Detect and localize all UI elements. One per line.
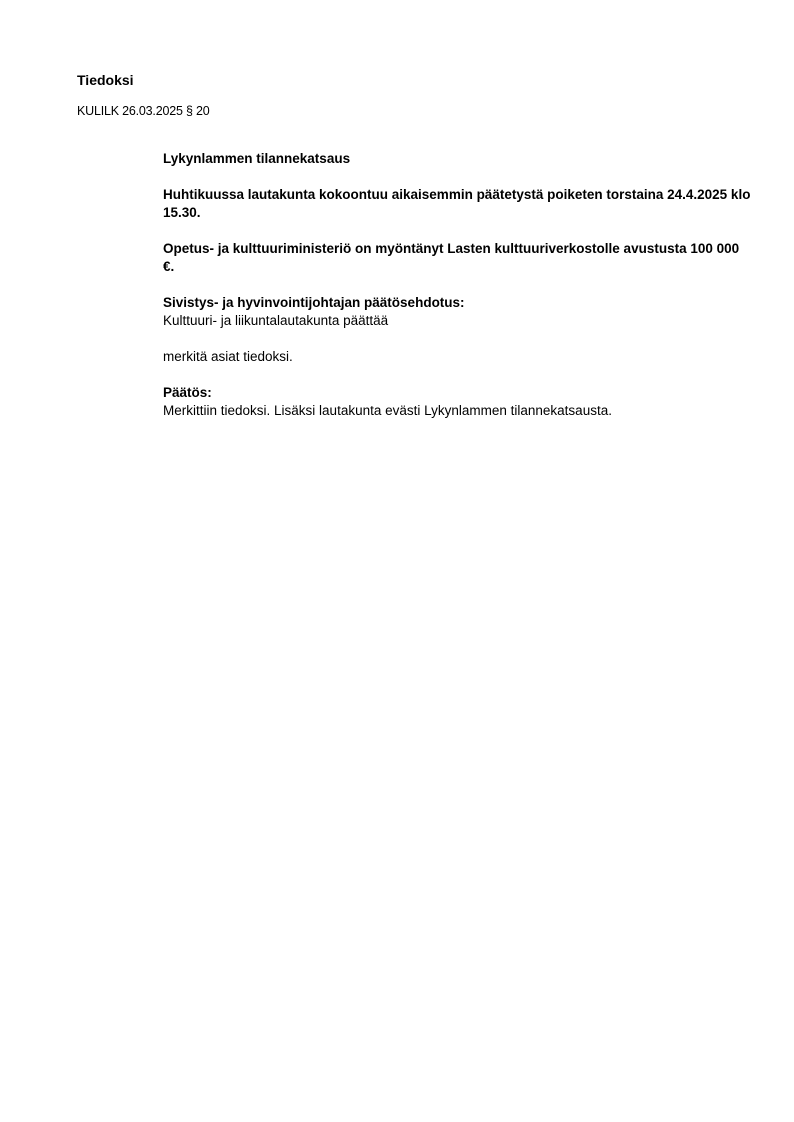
meeting-reference: KULILK 26.03.2025 § 20: [77, 104, 210, 118]
decision-text: Merkittiin tiedoksi. Lisäksi lautakunta evästi Lykynlammen tilannekatsausta.: [163, 403, 612, 418]
proposal-label: Sivistys- ja hyvinvointijohtajan päätösehdotus:: [163, 295, 465, 310]
proposal-text: merkitä asiat tiedoksi.: [163, 349, 293, 364]
topic-title: Lykynlammen tilannekatsaus: [163, 151, 351, 166]
decision-label: Päätös:: [163, 385, 212, 400]
document-heading: Tiedoksi: [77, 72, 134, 88]
announcement-meeting-date: Huhtikuussa lautakunta kokoontuu aikaisemmin päätetystä poiketen torstaina 24.4.2025 klo 15.30.: [163, 187, 751, 220]
announcement-grant: Opetus- ja kulttuuriministeriö on myöntänyt Lasten kulttuuriverkostolle avustusta 100 000 €.: [163, 241, 740, 274]
document-body: [163, 150, 753, 420]
proposal-intro: Kulttuuri- ja liikuntalautakunta päättää: [163, 313, 389, 328]
